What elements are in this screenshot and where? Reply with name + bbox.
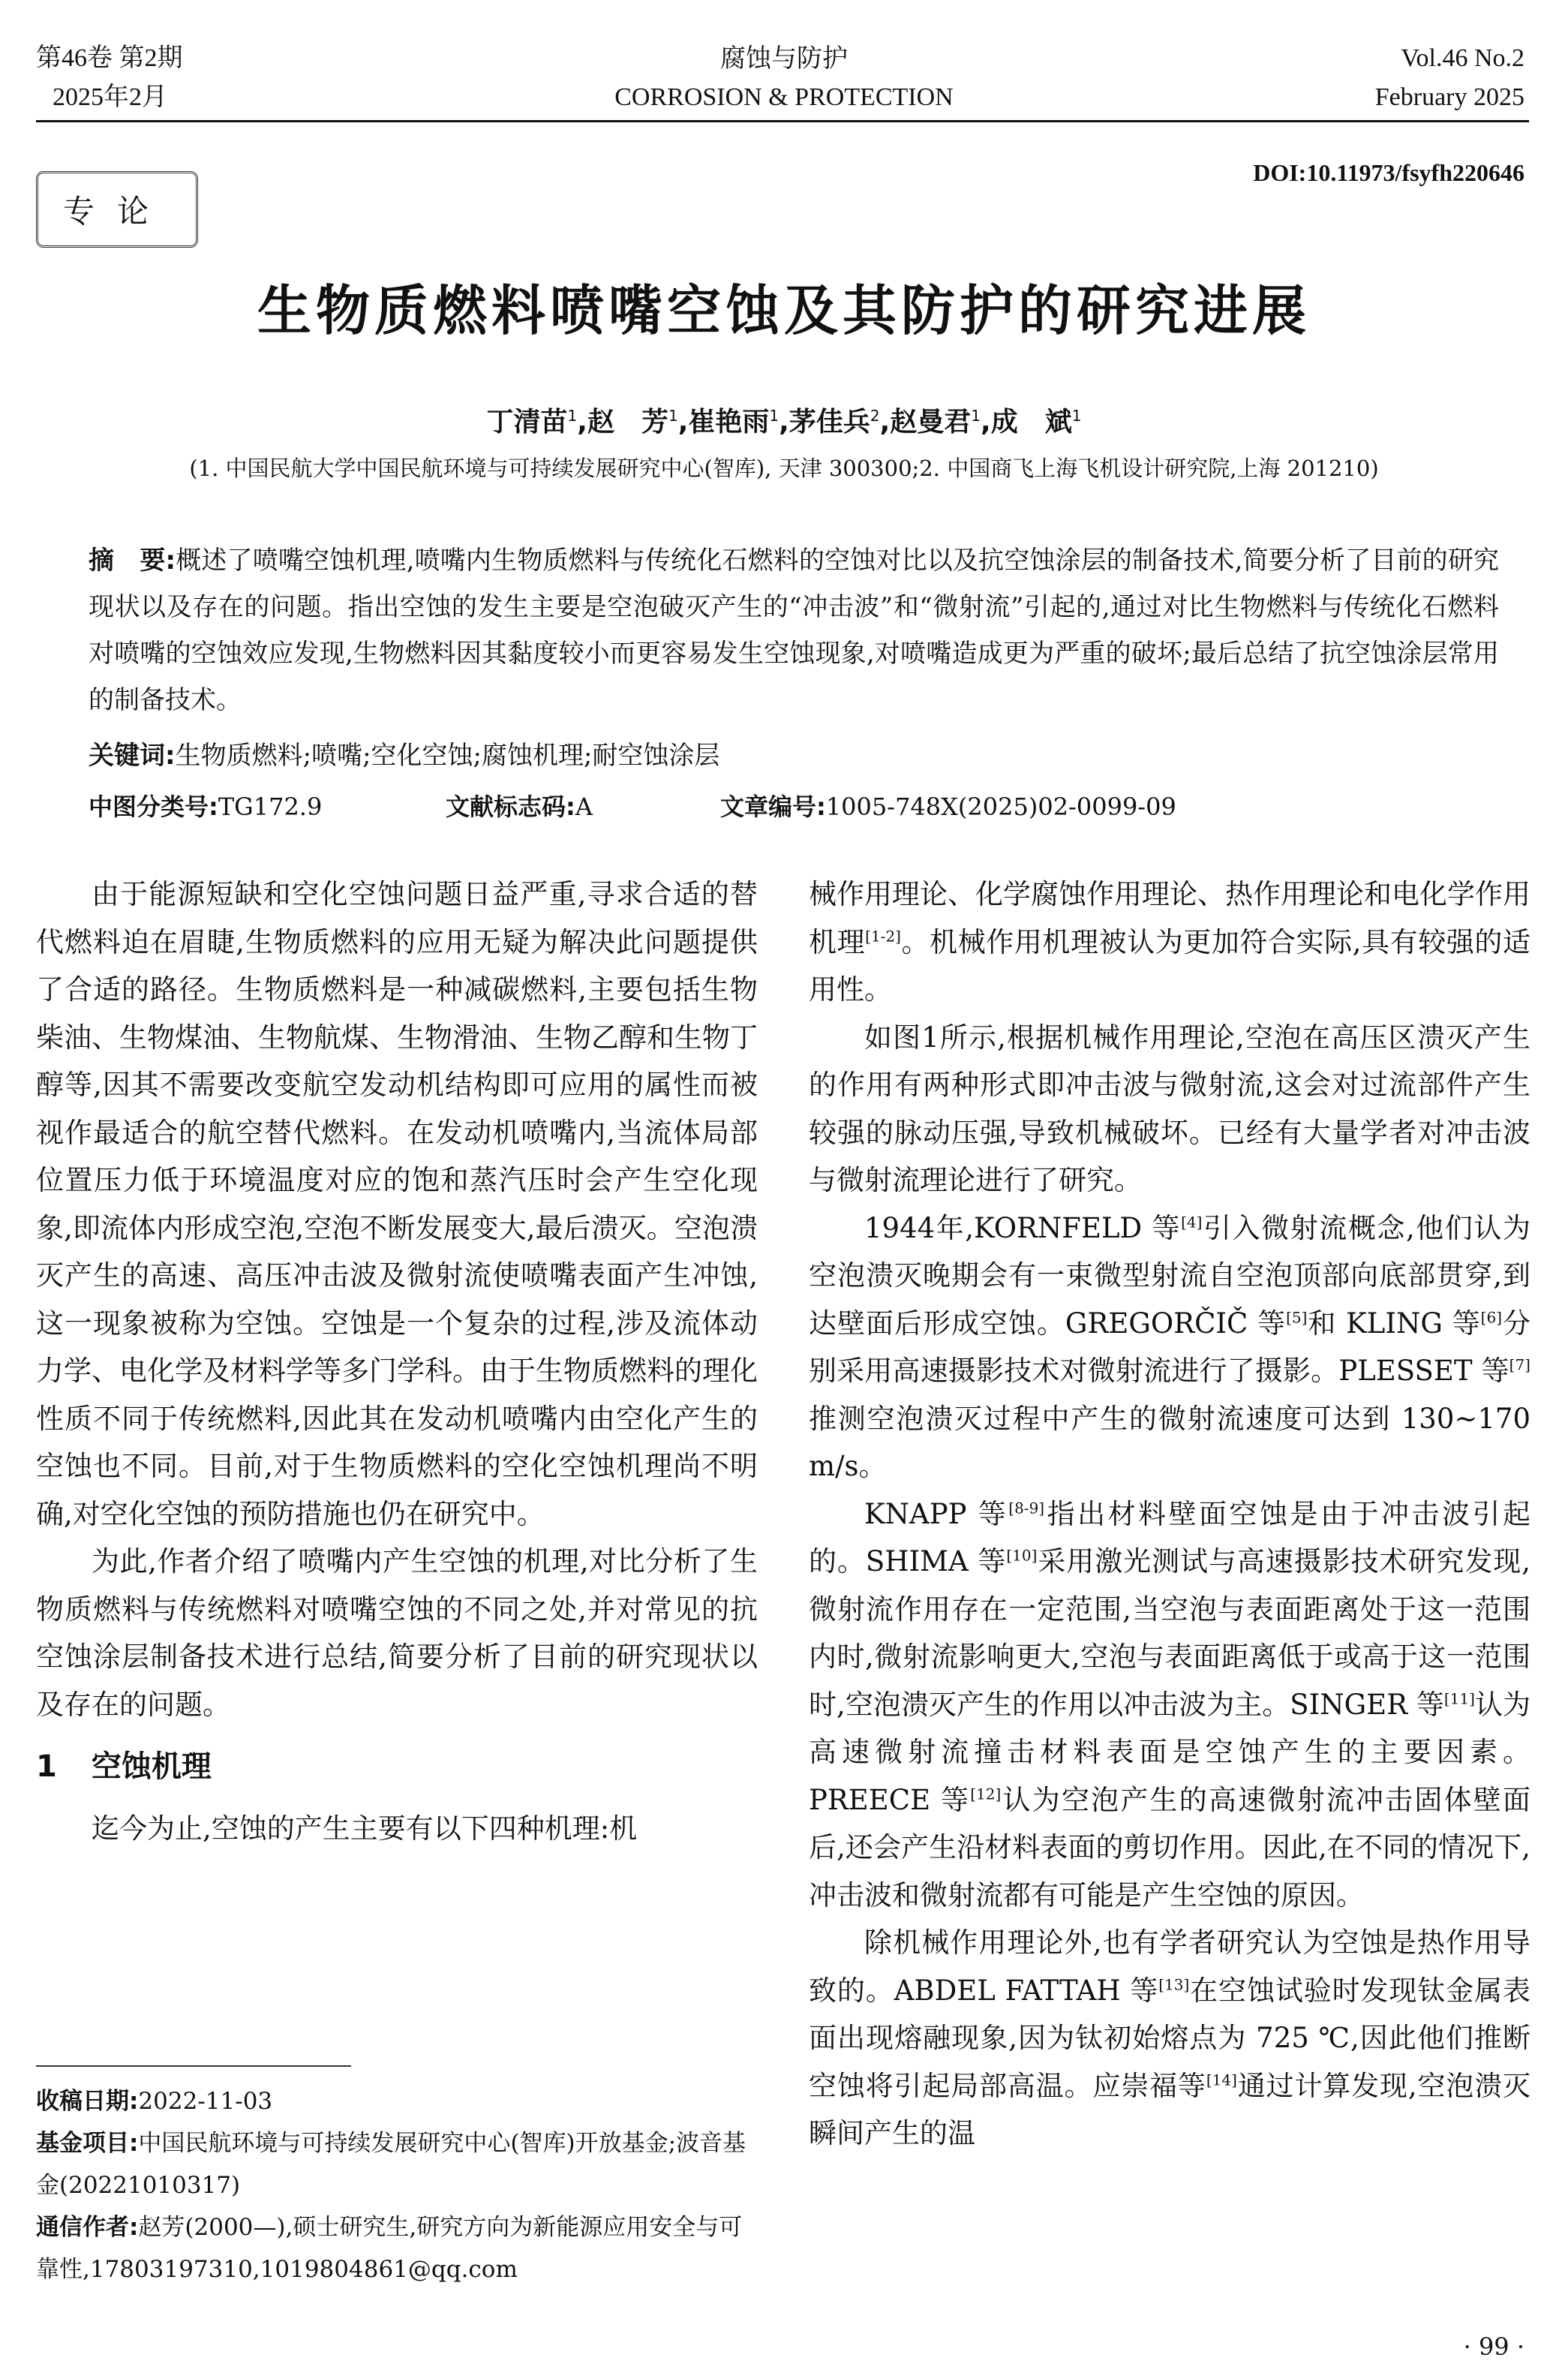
body-paragraph: 为此,作者介绍了喷嘴内产生空蚀的机理,对比分析了生物质燃料与传统燃料对喷嘴空蚀的不同之处,并对常见的抗空蚀涂层制备技术进行总结,简要分析了目前的研究现状以及存在的问题。 [36,1545,758,1721]
author: 丁清苗$^1$ [486,407,578,438]
article-no-label: 文章编号: [720,792,826,821]
journal-name-cn: 腐蚀与防护 [720,44,848,74]
doc-code-value: A [575,792,593,821]
citation[interactable]: [8-9] [1008,1499,1045,1517]
publish-month: 2025年2月 [53,83,167,111]
author: 茅佳兵$^2$ [789,407,880,438]
citation[interactable]: [12] [970,1785,1002,1803]
footnotes [36,2080,758,2290]
body-paragraph: 如图1所示,根据机械作用理论,空泡在高压区溃灭产生的作用有两种形式即冲击波与微射流,这会对过流部件产生较强的脉动压强,导致机械破坏。已经有大量学者对冲击波与微射流理论进行了研究。 [809,1021,1530,1196]
body-paragraph: 1944年,KORNFELD 等[4]引入微射流概念,他们认为空泡溃灭晚期会有一束微型射流自空泡顶部向底部贯穿,到达壁面后形成空蚀。GREGORČIČ 等[5]和 KLING 等[6]分别采用高速摄影技术对微射流进行了摄影。PLESSET 等[7]推测空泡溃灭过程中产生的微射流速度可达到 130~170 m/s。 [809,1211,1531,1482]
author: 赵 芳$^1$ [587,407,678,438]
section-number: 1 [36,1749,57,1784]
journal-name-en: CORROSION & PROTECTION [614,83,954,111]
section-title: 空蚀机理 [91,1749,212,1784]
abstract [89,537,1499,723]
citation[interactable]: [10] [1006,1546,1038,1565]
body-paragraph: 除机械作用理论外,也有学者研究认为空蚀是热作用导致的。ABDEL FATTAH 等[13]在空蚀试验时发现钛金属表面出现熔融现象,因为钛初始熔点为 725 ℃,因此他们推断空蚀将引起局部高温。应崇福等[14]通过计算发现,空泡溃灭瞬间产生的温 [809,1926,1530,2149]
author: 成 斌$^1$ [990,407,1082,438]
page-number: · 99 · [1463,2332,1524,2361]
keywords-label: 关键词: [89,741,176,771]
volume-issue: 第46卷 第2期 [36,44,183,72]
author-list: 丁清苗$^1$,赵 芳$^1$,崔艳雨$^1$,茅佳兵$^2$,赵曼君$^1$,成 斌$^1$ [486,407,1082,438]
received-date: 收稿日期:2022-11-03 [36,2088,273,2115]
volume-issue-en: Vol.46 No.2 [1401,44,1524,72]
clc-label: 中图分类号: [89,792,218,821]
citation[interactable]: [1-2] [865,927,901,946]
section-heading [36,1743,758,1791]
citation[interactable]: [6] [1480,1308,1503,1327]
journal-name [0,39,1568,117]
author: 赵曼君$^1$ [890,407,981,438]
doc-code-label: 文献标志码: [446,792,575,821]
author: 崔艳雨$^1$ [688,407,779,438]
citation[interactable]: [7] [1509,1355,1530,1374]
right-column [809,871,1530,2158]
keywords-text: 生物质燃料;喷嘴;空化空蚀;腐蚀机理;耐空蚀涂层 [175,741,720,771]
running-header [0,39,1568,122]
body-paragraph: KNAPP 等[8-9]指出材料壁面空蚀是由于冲击波引起的。SHIMA 等[10]采用激光测试与高速摄影技术研究发现,微射流作用存在一定范围,当空泡与表面距离处于这一范围内时,微射流影响更大,空泡与表面距离低于或高于这一范围时,空泡溃灭产生的作用以冲击波为主。SINGER 等[11]认为高速微射流撞击材料表面是空蚀产生的主要因素。PREECE 等[12]认为空泡产生的高速微射流冲击固体壁面后,还会产生沿材料表面的剪切作用。因此,在不同的情况下,冲击波和微射流都有可能是产生空蚀的原因。 [809,1497,1530,1911]
doi[interactable]: DOI:10.11973/fsyfh220646 [1253,159,1524,186]
citation[interactable]: [11] [1443,1689,1475,1708]
citation[interactable]: [4] [1181,1213,1203,1232]
fund-info: 基金项目:中国民航环境与可持续发展研究中心(智库)开放基金;波音基金(20221010317) [36,2130,746,2199]
keywords [89,732,1499,779]
paper-title: 生物质燃料喷嘴空蚀及其防护的研究进展 [257,279,1311,342]
body-paragraph: 由于能源短缺和空化空蚀问题日益严重,寻求合适的替代燃料迫在眉睫,生物质燃料的应用无疑为解决此问题提供了合适的路径。生物质燃料是一种减碳燃料,主要包括生物柴油、生物煤油、生物航煤、生物滑油、生物乙醇和生物丁醇等,因其不需要改变航空发动机结构即可应用的属性而被视作最适合的航空替代燃料。在发动机喷嘴内,当流体局部位置压力低于环境温度对应的饱和蒸汽压时会产生空化现象,即流体内形成空泡,空泡不断发展变大,最后溃灭。空泡溃灭产生的高速、高压冲击波及微射流使喷嘴表面产生冲蚀,这一现象被称为空蚀。空蚀是一个复杂的过程,涉及流体动力学、电化学及材料学等多门学科。由于生物质燃料的理化性质不同于传统燃料,因此其在发动机喷嘴内由空化产生的空蚀也不同。目前,对于生物质燃料的空化空蚀机理尚不明确,对空化空蚀的预防措施也仍在研究中。 [36,878,758,1530]
publish-month-en: February 2025 [1374,83,1524,111]
footnote-rule [36,2065,351,2067]
abstract-text: 概述了喷嘴空蚀机理,喷嘴内生物质燃料与传统化石燃料的空蚀对比以及抗空蚀涂层的制备技术,简要分析了目前的研究现状以及存在的问题。指出空蚀的发生主要是空泡破灭产生的“冲击波”和“微射流”引起的,通过对比生物燃料与传统化石燃料对喷嘴的空蚀效应发现,生物燃料因其黏度较小而更容易发生空蚀现象,对喷嘴造成更为严重的破坏;最后总结了抗空蚀涂层常用的制备技术。 [89,546,1499,715]
body-paragraph: 迄今为止,空蚀的产生主要有以下四种机理:机 [92,1812,638,1845]
body-paragraph: 械作用理论、化学腐蚀作用理论、热作用理论和电化学作用机理[1-2]。机械作用机理被认为更加符合实际,具有较强的适用性。 [809,878,1530,1006]
affiliation: (1. 中国民航大学中国民航环境与可持续发展研究中心(智库), 天津 300300;2. 中国商飞上海飞机设计研究院,上海 201210) [189,456,1379,481]
journal-issue-en [1375,39,1524,117]
citation[interactable]: [13] [1158,1975,1190,1994]
left-column [36,871,758,1852]
citation[interactable]: [5] [1286,1308,1308,1327]
abstract-label: 摘 要: [89,546,176,576]
corresponding-author: 通信作者:赵芳(2000—),硕士研究生,研究方向为新能源应用安全与可靠性,17803197310,1019804861@qq.com [36,2214,743,2283]
header-rule [36,120,1529,122]
column-label: 专论 [36,171,198,248]
citation[interactable]: [14] [1206,2071,1237,2089]
clc-value: TG172.9 [218,792,323,821]
article-no-value: 1005-748X(2025)02-0099-09 [825,792,1176,821]
